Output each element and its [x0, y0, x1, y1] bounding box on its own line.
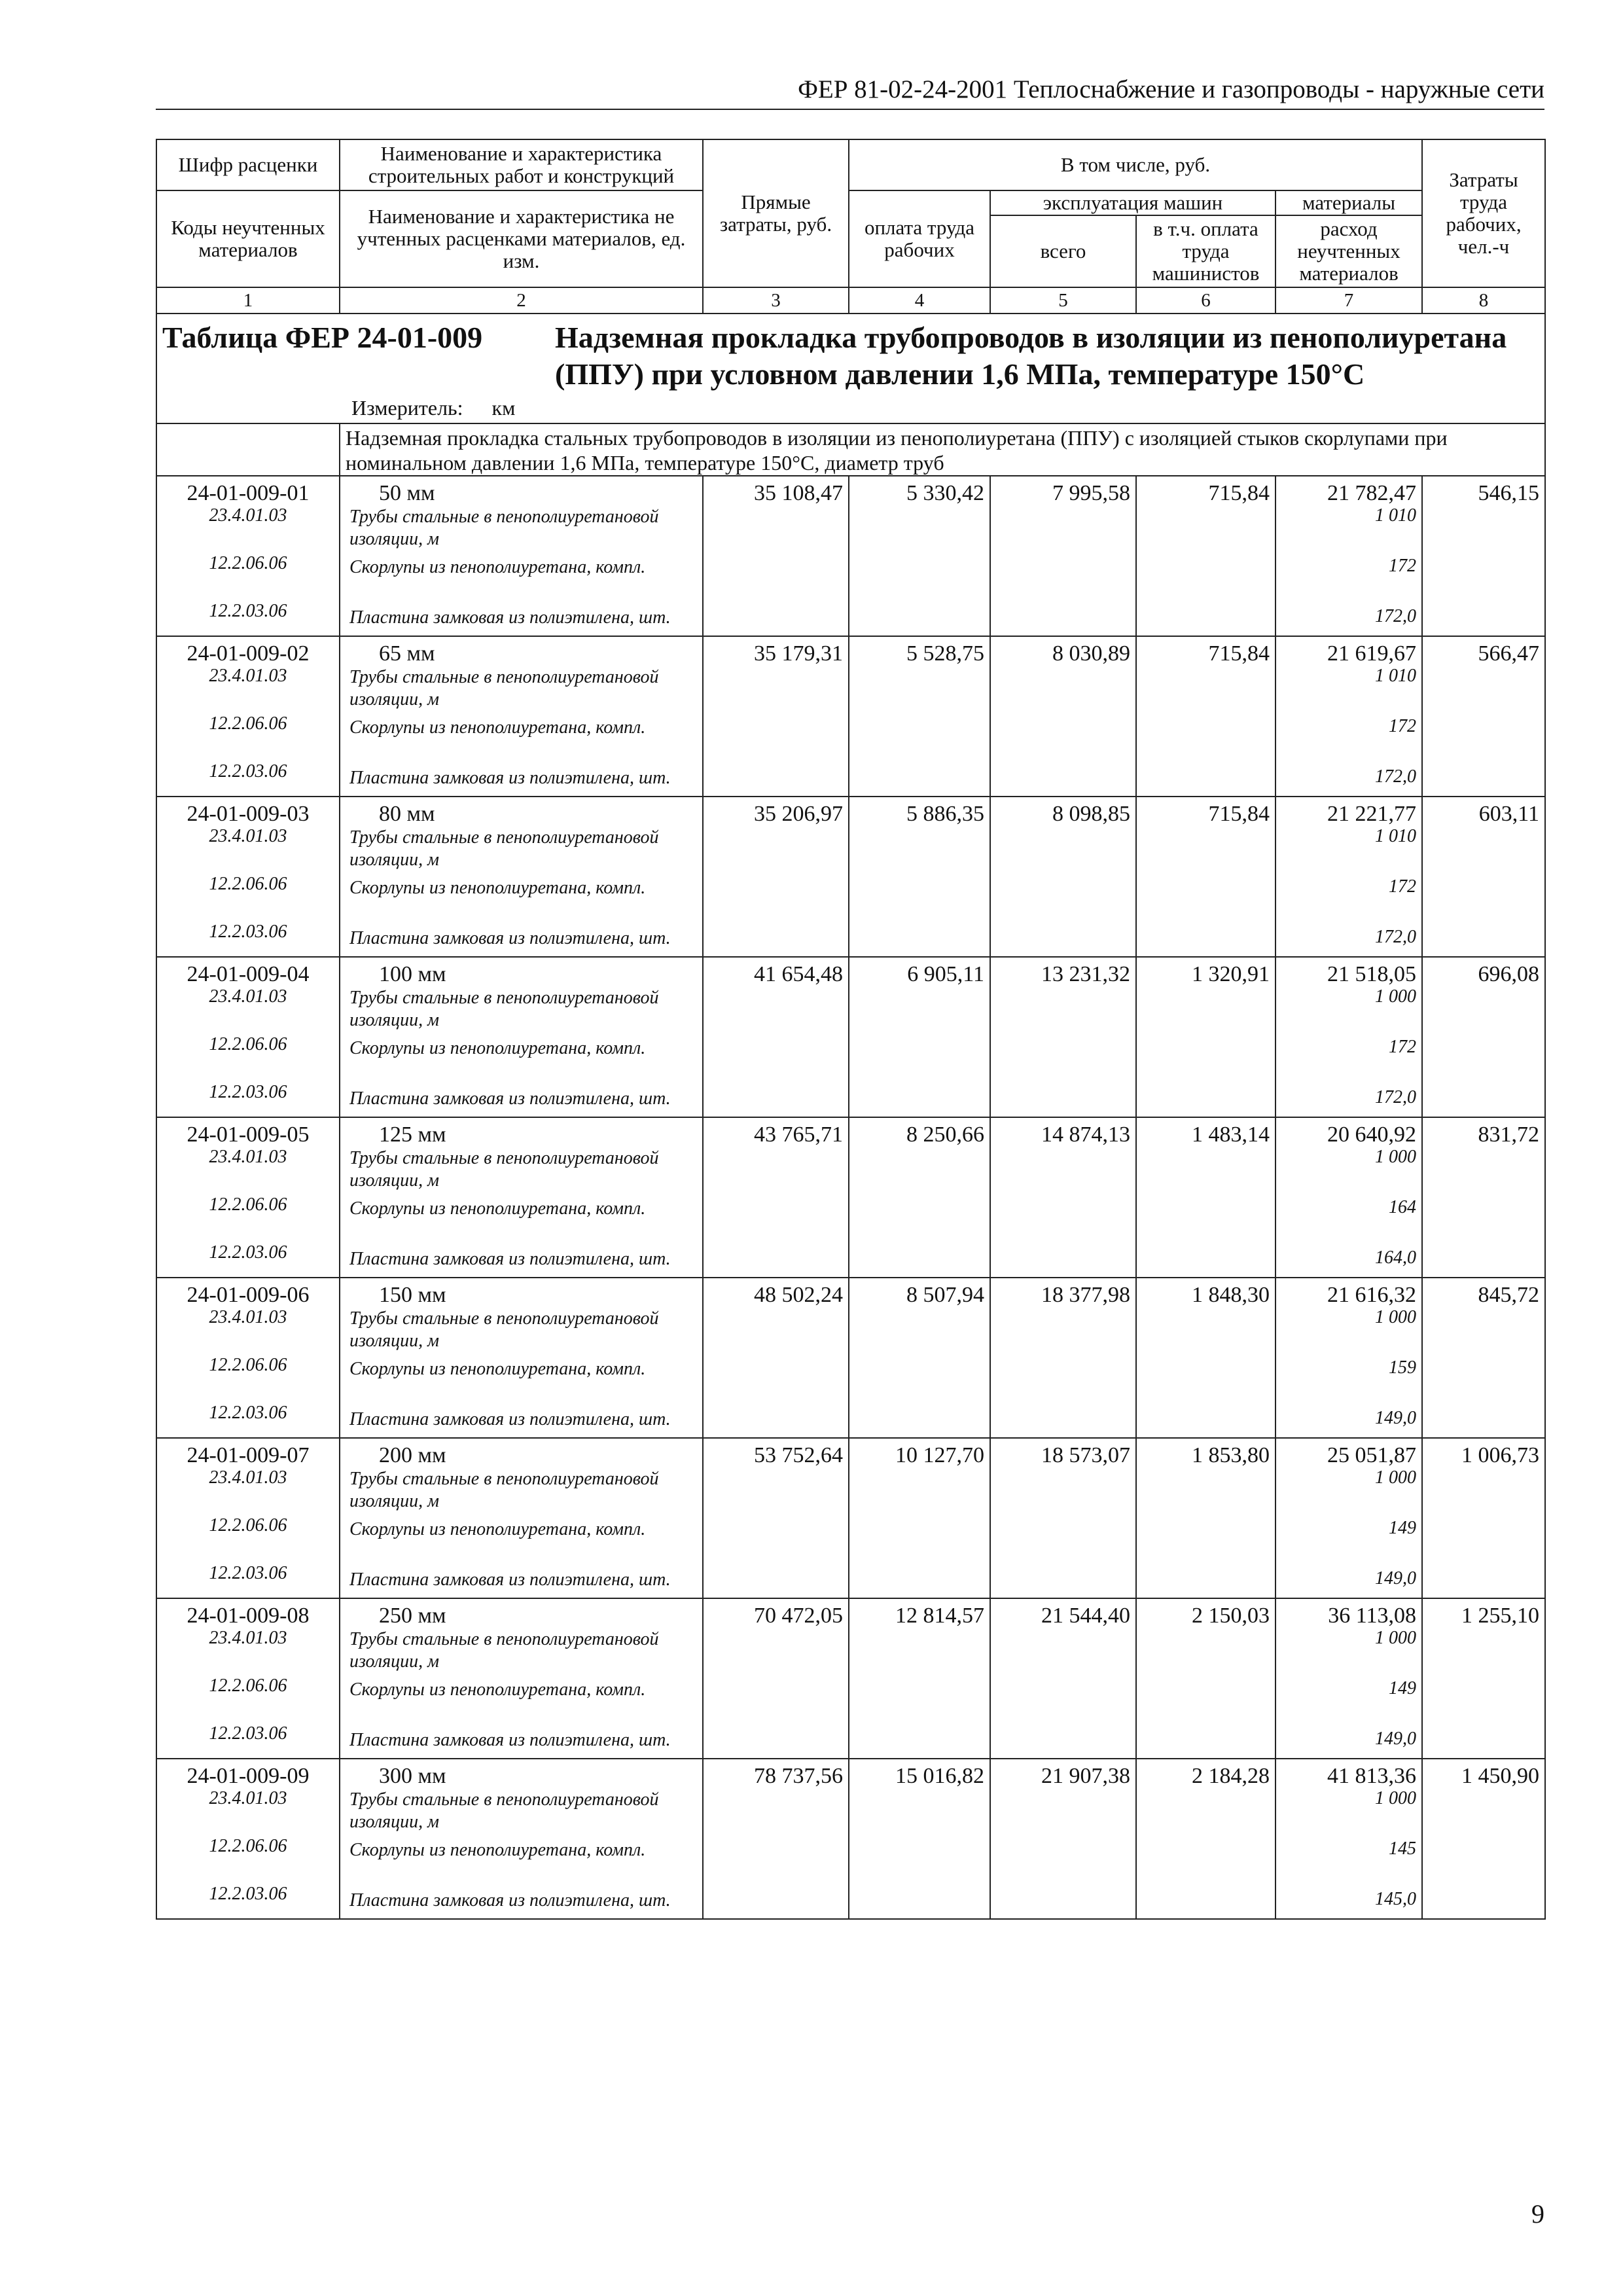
code-cell — [156, 1117, 340, 1278]
direct-cost: 70 472,05 — [703, 1598, 849, 1759]
material-quantity: 149,0 — [1375, 1729, 1417, 1749]
material-code: 23.4.01.03 — [209, 1147, 287, 1167]
material-code: 12.2.06.06 — [209, 1836, 287, 1856]
material-code: 12.2.03.06 — [209, 601, 287, 621]
code-cell — [156, 957, 340, 1117]
header-cell-machines-total: всего — [990, 215, 1136, 287]
rate-code: 24-01-009-04 — [187, 962, 310, 986]
materials-cost: 41 813,36 — [1327, 1764, 1417, 1788]
materials-cell — [1275, 797, 1422, 957]
materials-cell — [1275, 1117, 1422, 1278]
table-title: Надземная прокладка трубопроводов в изоляции из пенополиуретана (ППУ) при условном давлении 1,6 МПа, температуре 150°С — [555, 321, 1507, 391]
machines-cost: 18 573,07 — [990, 1438, 1136, 1598]
name-cell — [340, 476, 703, 636]
direct-cost: 53 752,64 — [703, 1438, 849, 1598]
material-name: Пластина замковая из полиэтилена, шт. — [349, 1890, 671, 1910]
material-code: 23.4.01.03 — [209, 1307, 287, 1327]
material-name: Трубы стальные в пенополиуретановой изоляции, м — [349, 1629, 659, 1672]
material-name: Трубы стальные в пенополиуретановой изоляции, м — [349, 988, 659, 1030]
material-quantity: 172 — [1389, 556, 1417, 576]
column-number: 6 — [1136, 287, 1275, 314]
labor-hours: 1 255,10 — [1422, 1598, 1545, 1759]
material-code: 23.4.01.03 — [209, 1788, 287, 1808]
header-cell-machines: эксплуатация машин — [990, 190, 1275, 215]
material-name: Трубы стальные в пенополиуретановой изоляции, м — [349, 1469, 659, 1511]
header-cell-labor: оплата труда рабочих — [849, 190, 990, 287]
header-cell-mat-names: Наименование и характеристика не учтенных расценками материалов, ед. изм. — [340, 190, 703, 287]
material-quantity: 172 — [1389, 876, 1417, 897]
table-row — [156, 1759, 1545, 1919]
material-name: Трубы стальные в пенополиуретановой изоляции, м — [349, 507, 659, 549]
material-code: 23.4.01.03 — [209, 826, 287, 846]
material-name: Трубы стальные в пенополиуретановой изоляции, м — [349, 667, 659, 709]
labor-hours: 696,08 — [1422, 957, 1545, 1117]
rate-name: 50 мм — [379, 481, 435, 505]
labor-cost: 12 814,57 — [849, 1598, 990, 1759]
name-cell — [340, 1598, 703, 1759]
group-description: Надземная прокладка стальных трубопроводов в изоляции из пенополиуретана (ППУ) с изоляцией стыков скорлупами при номинальном давлении 1,6 МПа, температуре 150°С, диаметр труб — [340, 423, 1545, 476]
material-code: 12.2.06.06 — [209, 1194, 287, 1215]
machines-cost: 21 544,40 — [990, 1598, 1136, 1759]
materials-cost: 21 221,77 — [1327, 802, 1417, 826]
table-row — [156, 1278, 1545, 1438]
material-quantity: 172,0 — [1375, 766, 1417, 787]
machines-cost: 18 377,98 — [990, 1278, 1136, 1438]
operators-cost: 2 150,03 — [1136, 1598, 1275, 1759]
direct-cost: 48 502,24 — [703, 1278, 849, 1438]
rate-name: 125 мм — [379, 1122, 446, 1147]
rate-name: 80 мм — [379, 802, 435, 826]
materials-cost: 21 616,32 — [1327, 1283, 1417, 1307]
operators-cost: 1 848,30 — [1136, 1278, 1275, 1438]
name-cell — [340, 797, 703, 957]
materials-cost: 36 113,08 — [1328, 1604, 1417, 1628]
material-name: Пластина замковая из полиэтилена, шт. — [349, 1730, 671, 1750]
machines-cost: 14 874,13 — [990, 1117, 1136, 1278]
name-cell — [340, 1278, 703, 1438]
operators-cost: 1 483,14 — [1136, 1117, 1275, 1278]
material-code: 23.4.01.03 — [209, 666, 287, 686]
labor-cost: 5 528,75 — [849, 636, 990, 797]
machines-cost: 8 098,85 — [990, 797, 1136, 957]
material-quantity: 172,0 — [1375, 1087, 1417, 1107]
labor-hours: 603,11 — [1422, 797, 1545, 957]
material-quantity: 149,0 — [1375, 1408, 1417, 1428]
rate-code: 24-01-009-02 — [187, 641, 310, 666]
material-code: 12.2.06.06 — [209, 874, 287, 894]
material-name: Трубы стальные в пенополиуретановой изоляции, м — [349, 1789, 659, 1832]
material-code: 12.2.03.06 — [209, 922, 287, 942]
material-quantity: 1 000 — [1375, 986, 1417, 1007]
materials-cost: 21 619,67 — [1327, 641, 1417, 666]
header-cell-group: В том числе, руб. — [849, 139, 1422, 190]
material-code: 23.4.01.03 — [209, 1467, 287, 1488]
materials-cost: 20 640,92 — [1327, 1122, 1417, 1147]
material-code: 12.2.03.06 — [209, 1884, 287, 1904]
table-row — [156, 476, 1545, 636]
code-cell — [156, 1278, 340, 1438]
labor-cost: 5 330,42 — [849, 476, 990, 636]
rate-code: 24-01-009-08 — [187, 1604, 310, 1628]
materials-cost: 21 518,05 — [1327, 962, 1417, 986]
name-cell — [340, 1438, 703, 1598]
material-name: Трубы стальные в пенополиуретановой изоляции, м — [349, 1308, 659, 1351]
operators-cost: 2 184,28 — [1136, 1759, 1275, 1919]
material-quantity: 1 000 — [1375, 1467, 1417, 1488]
material-quantity: 145 — [1389, 1839, 1417, 1859]
material-name: Пластина замковая из полиэтилена, шт. — [349, 768, 671, 788]
labor-hours: 1 450,90 — [1422, 1759, 1545, 1919]
column-number: 1 — [156, 287, 340, 314]
material-quantity: 1 000 — [1375, 1788, 1417, 1808]
material-code: 12.2.03.06 — [209, 761, 287, 781]
column-number: 5 — [990, 287, 1136, 314]
header-cell-code: Шифр расценки — [156, 139, 340, 190]
material-quantity: 1 010 — [1375, 666, 1417, 686]
material-quantity: 149 — [1389, 1518, 1417, 1538]
column-number: 7 — [1275, 287, 1422, 314]
rate-code: 24-01-009-01 — [187, 481, 310, 505]
page-header: ФЕР 81-02-24-2001 Теплоснабжение и газопроводы - наружные сети — [798, 75, 1544, 103]
material-quantity: 159 — [1389, 1357, 1417, 1378]
code-cell — [156, 1598, 340, 1759]
code-cell — [156, 797, 340, 957]
measure-value: км — [491, 396, 516, 420]
material-quantity: 164,0 — [1375, 1247, 1417, 1268]
material-quantity: 172,0 — [1375, 606, 1417, 626]
rate-name: 200 мм — [379, 1443, 446, 1467]
rate-code: 24-01-009-07 — [187, 1443, 310, 1467]
rate-name: 100 мм — [379, 962, 446, 986]
name-cell — [340, 636, 703, 797]
header-cell-hours: Затраты труда рабочих, чел.-ч — [1422, 139, 1545, 287]
material-name: Скорлупы из пенополиуретана, компл. — [349, 878, 646, 898]
material-code: 12.2.03.06 — [209, 1563, 287, 1583]
table-row — [156, 1438, 1545, 1598]
table-row — [156, 957, 1545, 1117]
materials-cell — [1275, 1759, 1422, 1919]
rate-name: 65 мм — [379, 641, 435, 666]
code-cell — [156, 476, 340, 636]
material-code: 12.2.06.06 — [209, 1034, 287, 1054]
material-quantity: 1 010 — [1375, 826, 1417, 846]
column-number: 4 — [849, 287, 990, 314]
material-quantity: 1 000 — [1375, 1147, 1417, 1167]
material-name: Скорлупы из пенополиуретана, компл. — [349, 1679, 646, 1700]
header-cell-mat-codes: Коды неучтенных материалов — [156, 190, 340, 287]
material-code: 12.2.06.06 — [209, 713, 287, 734]
table-row — [156, 1598, 1545, 1759]
material-code: 12.2.03.06 — [209, 1403, 287, 1423]
page-number: 9 — [1531, 2199, 1544, 2229]
material-name: Пластина замковая из полиэтилена, шт. — [349, 1409, 671, 1429]
machines-cost: 21 907,38 — [990, 1759, 1136, 1919]
material-quantity: 1 010 — [1375, 505, 1417, 526]
direct-cost: 35 108,47 — [703, 476, 849, 636]
material-quantity: 164 — [1389, 1197, 1417, 1217]
direct-cost: 35 179,31 — [703, 636, 849, 797]
material-name: Пластина замковая из полиэтилена, шт. — [349, 1249, 671, 1269]
machines-cost: 8 030,89 — [990, 636, 1136, 797]
operators-cost: 715,84 — [1136, 476, 1275, 636]
material-quantity: 1 000 — [1375, 1628, 1417, 1648]
header-cell-direct: Прямые затраты, руб. — [703, 139, 849, 287]
material-name: Пластина замковая из полиэтилена, шт. — [349, 607, 671, 628]
rate-code: 24-01-009-05 — [187, 1122, 310, 1147]
material-quantity: 172,0 — [1375, 927, 1417, 947]
header-cell-operators: в т.ч. оплата труда машинистов — [1136, 215, 1275, 287]
labor-hours: 566,47 — [1422, 636, 1545, 797]
rate-name: 300 мм — [379, 1764, 446, 1788]
name-cell — [340, 1759, 703, 1919]
column-number: 3 — [703, 287, 849, 314]
material-name: Скорлупы из пенополиуретана, компл. — [349, 1840, 646, 1860]
operators-cost: 715,84 — [1136, 636, 1275, 797]
material-quantity: 149,0 — [1375, 1568, 1417, 1588]
material-name: Пластина замковая из полиэтилена, шт. — [349, 1088, 671, 1109]
rate-code: 24-01-009-03 — [187, 802, 310, 826]
column-number: 2 — [340, 287, 703, 314]
rate-code: 24-01-009-06 — [187, 1283, 310, 1307]
material-code: 12.2.06.06 — [209, 1676, 287, 1696]
material-quantity: 1 000 — [1375, 1307, 1417, 1327]
rates-table — [156, 139, 1546, 1920]
header-cell-materials: материалы — [1275, 190, 1422, 215]
material-name: Скорлупы из пенополиуретана, компл. — [349, 557, 646, 577]
material-quantity: 149 — [1389, 1678, 1417, 1698]
material-name: Скорлупы из пенополиуретана, компл. — [349, 717, 646, 738]
material-quantity: 145,0 — [1375, 1889, 1417, 1909]
rate-name: 250 мм — [379, 1604, 446, 1628]
direct-cost: 35 206,97 — [703, 797, 849, 957]
materials-cost: 25 051,87 — [1327, 1443, 1417, 1467]
machines-cost: 7 995,58 — [990, 476, 1136, 636]
labor-cost: 8 250,66 — [849, 1117, 990, 1278]
material-code: 12.2.06.06 — [209, 1515, 287, 1535]
material-code: 23.4.01.03 — [209, 505, 287, 526]
material-name: Скорлупы из пенополиуретана, компл. — [349, 1519, 646, 1539]
material-name: Скорлупы из пенополиуретана, компл. — [349, 1198, 646, 1219]
labor-hours: 546,15 — [1422, 476, 1545, 636]
materials-cell — [1275, 476, 1422, 636]
code-cell — [156, 1438, 340, 1598]
direct-cost: 41 654,48 — [703, 957, 849, 1117]
table-code: Таблица ФЕР 24-01-009 — [162, 321, 483, 354]
rate-code: 24-01-009-09 — [187, 1764, 310, 1788]
material-code: 12.2.03.06 — [209, 1082, 287, 1102]
header-divider — [156, 109, 1544, 110]
materials-cost: 21 782,47 — [1327, 481, 1417, 505]
table-row — [156, 797, 1545, 957]
labor-cost: 5 886,35 — [849, 797, 990, 957]
direct-cost: 78 737,56 — [703, 1759, 849, 1919]
materials-cell — [1275, 636, 1422, 797]
header-cell-name: Наименование и характеристика строительных работ и конструкций — [340, 139, 703, 190]
material-name: Пластина замковая из полиэтилена, шт. — [349, 928, 671, 948]
table-row — [156, 636, 1545, 797]
operators-cost: 1 853,80 — [1136, 1438, 1275, 1598]
rate-name: 150 мм — [379, 1283, 446, 1307]
material-code: 23.4.01.03 — [209, 1628, 287, 1648]
materials-cell — [1275, 1278, 1422, 1438]
materials-cell — [1275, 1438, 1422, 1598]
code-cell — [156, 1759, 340, 1919]
materials-cell — [1275, 957, 1422, 1117]
materials-cell — [1275, 1598, 1422, 1759]
material-code: 12.2.03.06 — [209, 1723, 287, 1744]
name-cell — [340, 1117, 703, 1278]
material-name: Скорлупы из пенополиуретана, компл. — [349, 1038, 646, 1058]
material-name: Скорлупы из пенополиуретана, компл. — [349, 1359, 646, 1379]
direct-cost: 43 765,71 — [703, 1117, 849, 1278]
material-name: Пластина замковая из полиэтилена, шт. — [349, 1570, 671, 1590]
labor-cost: 8 507,94 — [849, 1278, 990, 1438]
code-cell — [156, 636, 340, 797]
group-code-cell — [156, 423, 340, 476]
material-quantity: 172 — [1389, 1037, 1417, 1057]
labor-cost: 15 016,82 — [849, 1759, 990, 1919]
table-row — [156, 1117, 1545, 1278]
table-title-cell — [156, 314, 1545, 423]
header-cell-mat-usage: расход неучтенных материалов — [1275, 215, 1422, 287]
labor-hours: 831,72 — [1422, 1117, 1545, 1278]
material-name: Трубы стальные в пенополиуретановой изоляции, м — [349, 827, 659, 870]
material-code: 12.2.06.06 — [209, 553, 287, 573]
labor-cost: 10 127,70 — [849, 1438, 990, 1598]
measure-label: Измеритель: — [351, 396, 463, 420]
labor-hours: 845,72 — [1422, 1278, 1545, 1438]
labor-hours: 1 006,73 — [1422, 1438, 1545, 1598]
material-name: Трубы стальные в пенополиуретановой изоляции, м — [349, 1148, 659, 1191]
operators-cost: 1 320,91 — [1136, 957, 1275, 1117]
name-cell — [340, 957, 703, 1117]
operators-cost: 715,84 — [1136, 797, 1275, 957]
material-code: 12.2.06.06 — [209, 1355, 287, 1375]
material-code: 23.4.01.03 — [209, 986, 287, 1007]
machines-cost: 13 231,32 — [990, 957, 1136, 1117]
labor-cost: 6 905,11 — [849, 957, 990, 1117]
material-quantity: 172 — [1389, 716, 1417, 736]
measure-unit — [351, 395, 1535, 420]
material-code: 12.2.03.06 — [209, 1242, 287, 1263]
column-number: 8 — [1422, 287, 1545, 314]
